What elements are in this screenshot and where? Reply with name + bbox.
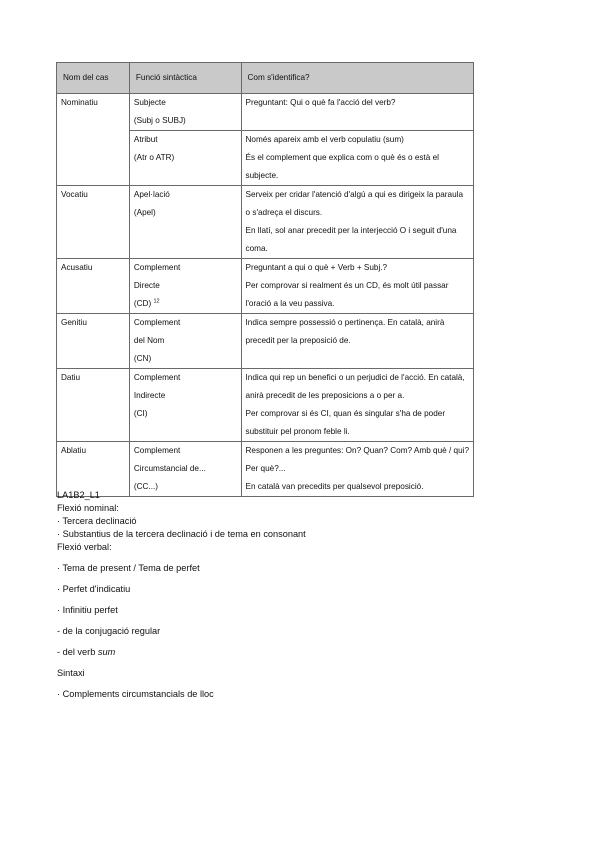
- identify-line: Responen a les preguntes: On? Quan? Com? Amb què / qui?: [245, 446, 469, 455]
- verb-item-italic: sum: [97, 647, 116, 657]
- verbal-heading: Flexió verbal:: [57, 542, 112, 552]
- function-cell: [129, 186, 241, 259]
- case-name-cell: Datiu: [57, 369, 130, 442]
- identify-cell: [241, 369, 473, 442]
- table-row: [57, 94, 474, 131]
- identify-line: anirà precedit de les preposicions a o per a.: [245, 391, 405, 400]
- identify-line: substituir pel pronom feble li.: [245, 427, 350, 436]
- identify-line: En llatí, sol anar precedit per la interjecció O i seguit d'una: [245, 226, 457, 235]
- identify-cell: [241, 94, 473, 131]
- verbal-item: · Perfet d'indicatiu: [57, 584, 131, 594]
- function-line: [134, 332, 237, 350]
- identify-line: l'oració a la veu passiva.: [245, 299, 335, 308]
- function-text: Complement: [133, 446, 181, 455]
- function-line: [134, 112, 237, 130]
- function-line: [134, 94, 237, 112]
- function-line: [134, 131, 237, 149]
- identify-line: Per comprovar si és CI, quan és singular s'ha de poder: [245, 409, 446, 418]
- table-body: [57, 94, 474, 497]
- table-header-row: [57, 63, 474, 94]
- case-name-cell: Acusatiu: [57, 259, 130, 314]
- case-name-cell: Ablatiu: [57, 442, 130, 497]
- syntax-item: · Complements circumstancials de lloc: [57, 689, 214, 699]
- function-text: (CI): [133, 409, 148, 418]
- identify-line: Indica sempre possessió o pertinença. En català, anirà: [245, 318, 445, 327]
- identify-line: Preguntant a qui o què + Verb + Subj.?: [245, 263, 388, 272]
- function-line: [134, 186, 237, 204]
- identify-cell: [241, 259, 473, 314]
- function-text: Complement: [133, 373, 181, 382]
- case-name-cell: Nominatiu: [57, 94, 130, 186]
- function-cell: [129, 131, 241, 186]
- function-cell: [129, 369, 241, 442]
- header-syntactic-function: Funció sintàctica: [129, 63, 241, 94]
- function-text: Subjecte: [133, 98, 166, 107]
- function-text: (Apel): [133, 208, 156, 217]
- function-line: [134, 387, 237, 405]
- function-line: [134, 460, 237, 478]
- lesson-notes: [57, 489, 577, 701]
- function-cell: [129, 94, 241, 131]
- nominal-item: · Substantius de la tercera declinació i de tema en consonant: [57, 529, 306, 539]
- function-line: [134, 369, 237, 387]
- cases-table: [56, 62, 474, 497]
- function-text: del Nom: [133, 336, 165, 345]
- function-text: (Subj o SUBJ): [133, 116, 186, 125]
- function-cell: [129, 314, 241, 369]
- verbal-item-sum: [57, 646, 577, 659]
- footnote-marker: 12: [153, 298, 160, 305]
- verbal-item: · Infinitiu perfet: [57, 605, 118, 615]
- function-text: Apel·lació: [133, 190, 170, 199]
- function-text: Indirecte: [133, 391, 166, 400]
- nominal-item: · Tercera declinació: [57, 516, 137, 526]
- table-row: [57, 186, 474, 259]
- header-case-name: Nom del cas: [57, 63, 130, 94]
- function-line: [134, 314, 237, 332]
- case-name-cell: Genitiu: [57, 314, 130, 369]
- case-name-cell: Vocatiu: [57, 186, 130, 259]
- table-row: [57, 314, 474, 369]
- identify-line: precedit per la preposició de.: [245, 336, 351, 345]
- function-text: Atribut: [133, 135, 158, 144]
- verbal-item: · Tema de present / Tema de perfet: [57, 563, 200, 573]
- function-line: [134, 350, 237, 368]
- verbal-item: - de la conjugació regular: [57, 626, 161, 636]
- verb-item-prefix: - del verb: [57, 647, 98, 657]
- identify-cell: [241, 314, 473, 369]
- function-text: Complement: [133, 318, 181, 327]
- syntax-heading: Sintaxi: [57, 668, 85, 678]
- identify-line: Només apareix amb el verb copulatiu (sum): [245, 135, 404, 144]
- function-line: [134, 259, 237, 277]
- function-line: [134, 442, 237, 460]
- identify-line: o s'adreça el discurs.: [245, 208, 323, 217]
- function-text: (CD): [133, 299, 152, 308]
- identify-line: Preguntant: Qui o què fa l'acció del verb?: [245, 98, 396, 107]
- function-line: [134, 295, 237, 313]
- identify-line: Indica qui rep un benefici o un perjudici de l'acció. En català,: [245, 373, 465, 382]
- function-line: [134, 149, 237, 167]
- table-row: [57, 369, 474, 442]
- nominal-heading: Flexió nominal:: [57, 503, 119, 513]
- function-cell: [129, 259, 241, 314]
- function-line: [134, 277, 237, 295]
- function-text: Complement: [133, 263, 181, 272]
- identify-line: subjecte.: [245, 171, 279, 180]
- function-text: Directe: [133, 281, 160, 290]
- function-text: (CN): [133, 354, 152, 363]
- function-line: [134, 405, 237, 423]
- identify-line: En català van precedits per qualsevol preposició.: [245, 482, 424, 491]
- table-row: [57, 259, 474, 314]
- identify-cell: [241, 131, 473, 186]
- function-text: (Atr o ATR): [133, 153, 175, 162]
- identify-line: És el complement que explica com o què és o està el: [245, 153, 439, 162]
- function-line: [134, 204, 237, 222]
- function-text: (CC...): [133, 482, 158, 491]
- identify-cell: [241, 186, 473, 259]
- identify-line: Per comprovar si realment és un CD, és molt útil passar: [245, 281, 449, 290]
- function-text: Circumstancial de...: [133, 464, 206, 473]
- lesson-code: LA1B2_L1: [57, 490, 100, 500]
- identify-line: coma.: [245, 244, 268, 253]
- identify-line: Per què?...: [245, 464, 286, 473]
- header-how-to-identify: Com s'identifica?: [241, 63, 473, 94]
- identify-line: Serveix per cridar l'atenció d'algú a qui es dirigeix la paraula: [245, 190, 464, 199]
